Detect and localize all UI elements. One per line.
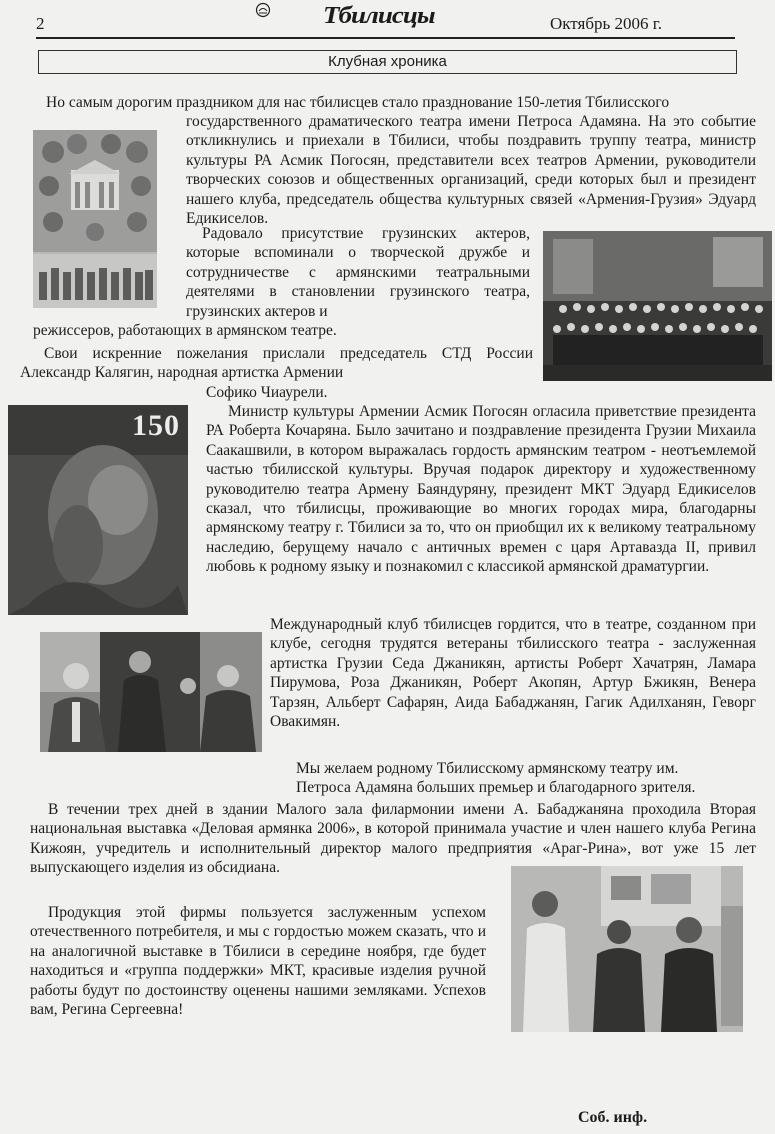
signature: Соб. инф. bbox=[578, 1109, 648, 1126]
paragraph-1-lead: Но самым дорогим праздником для нас тбилисцев стало празднование 150-летия Тбилисского bbox=[46, 94, 670, 111]
newspaper-emblem-icon bbox=[255, 2, 271, 18]
anniversary-150-photo bbox=[8, 405, 188, 615]
section-rubric: Клубная хроника bbox=[38, 50, 737, 74]
theatre-collage-photo bbox=[33, 130, 157, 308]
guests-group-photo bbox=[40, 632, 262, 752]
paragraph-2: Радовало присутствие грузинских актеров, которые вспоминали о творческой дружбе и сотрудничестве с армянскими театральными деятелями в становлении грузинского театра, грузинских актеров и bbox=[186, 225, 530, 320]
paragraph-5-end: Петроса Адамяна больших премьер и благодарного зрителя. bbox=[296, 779, 696, 796]
header-rule bbox=[36, 37, 735, 39]
paragraph-4-club: Международный клуб тбилисцев гордится, что в театре, созданном при клубе, сегодня трудятся ветераны тбилисского театра - заслуженная артистка Грузии Седа Джаникян, артисты Роберт Хачатрян, Ламара Пирумова, Роза Джаникян, Роберт Акопян, Артур Бжикян, Венера Тарзян, Альберт Сафарян, Аида Бабаджанян, Гагик Адилханян, Геворг Овакимян. bbox=[270, 616, 756, 731]
paragraph-4: Министр культуры Армении Асмик Погосян огласила приветствие президента РА Роберта Кочаряна. Было зачитано и поздравление президента Грузии Михаила Саакашвили, в котором выражалась гордость армянским театром - неотъемлемой частью тбилисской культуры. Вручая подарок директору и художественному руководителю театра Армену Баяндуряну, президент МКТ Эдуард Едикиселов сказал, что тбилисцы, проживающие во многих городах мира, благодарны армянскому театру г. Тбилиси за то, что он приобщил их к великому театральному наследию, берущему начало с античных времен с царя Артавазда II, привил любовь к родному языку и познакомил с классикой армянской драматургии. bbox=[206, 403, 756, 576]
paragraph-2-end: режиссеров, работающих в армянском театре. bbox=[33, 322, 337, 339]
paragraph-5: Мы желаем родному Тбилисскому армянскому театру им. bbox=[296, 760, 679, 777]
paragraph-3: Свои искренние пожелания прислали председатель СТД России Александр Калягин, народная артистка Армении bbox=[20, 345, 533, 382]
paragraph-6: В течении трех дней в здании Малого зала филармонии имени А. Бабаджаняна проходила Вторая национальная выставка «Деловая армянка 2006», в которой принимала участие и член нашего клуба Регина Кижоян, учредитель и исполнительный директор малого предприятия «Араг-Рина», вот уже 15 лет выпускающего изделия из обсидиана. bbox=[30, 801, 756, 877]
anniversary-150-label: 150 bbox=[132, 409, 180, 442]
exhibition-photo bbox=[511, 866, 743, 1032]
paragraph-1-rest: государственного драматического театра имени Петроса Адамяна. На это событие откликнулись и приехали в Тбилиси, чтобы поздравить труппу театра, министр культуры РА Асмик Погосян, представители всех театров Армении, руководители творческих союзов и общественных организаций, среди которых был и президент нашего клуба, председатель общества культурных связей «Армения-Грузия» Эдуард Едикиселов. bbox=[186, 113, 756, 228]
paragraph-7: Продукция этой фирмы пользуется заслуженным успехом отечественного потребителя, и мы с гордостью можем сказать, что и на аналогичной выставке в Тбилиси в середине ноября, где будет находиться и «группа поддержки» МКТ, красивые изделия ручной работы будут по достоинству оценены нашими земляками. Успехов вам, Регина Сергеевна! bbox=[30, 904, 486, 1019]
ensemble-stage-photo bbox=[543, 231, 772, 381]
issue-date: Октябрь 2006 г. bbox=[550, 14, 663, 33]
paragraph-3-end: Софико Чиаурели. bbox=[206, 384, 328, 401]
page-number: 2 bbox=[36, 14, 45, 33]
newspaper-title: Тбилисцы bbox=[323, 1, 435, 29]
